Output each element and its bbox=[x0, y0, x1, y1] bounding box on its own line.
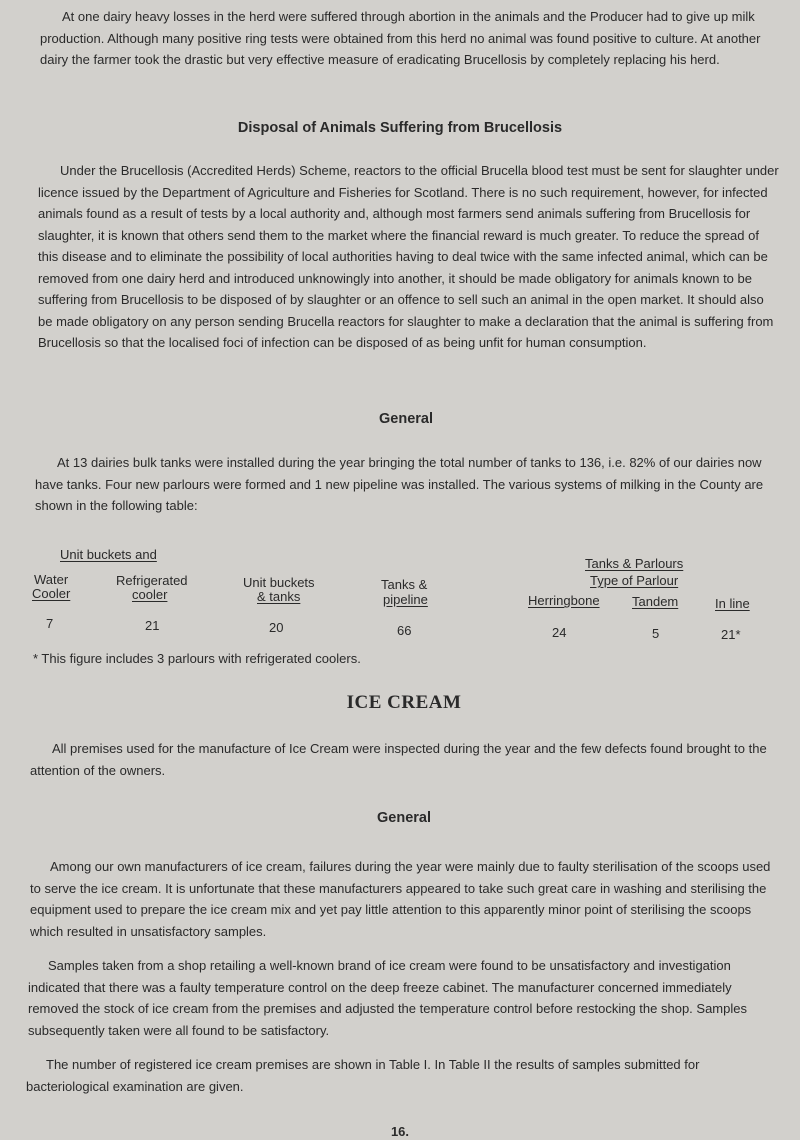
group-header-unit-buckets: Unit buckets and bbox=[60, 547, 157, 562]
general-heading-ice-cream: General bbox=[377, 810, 431, 826]
page-number: 16. bbox=[390, 1124, 410, 1139]
col-header-tandem: Tandem bbox=[632, 594, 679, 609]
general-heading-milking: General bbox=[379, 411, 433, 427]
col-header-unit-buckets: Unit buckets bbox=[243, 575, 315, 590]
col-header-inline: In line bbox=[715, 596, 750, 611]
value-herringbone: 24 bbox=[552, 625, 567, 640]
value-inline: 21* bbox=[721, 627, 741, 642]
col-header-refrigerated-cooler: cooler bbox=[132, 587, 168, 602]
group-header-tanks-parlours: Tanks & Parlours bbox=[585, 556, 684, 571]
disposal-paragraph: Under the Brucellosis (Accredited Herds) Scheme, reactors to the official Brucella blood test must be sent for slaughter under licence issued by the Department of Agriculture and Fisheries for Scotland. There is no such requirement, however, for infected animals found as a result of tests by a local authority and, although most farmers send animals suffering from Brucellosis for slaughter, it is known that others send them to the market where the financial reward is much greater. To reduce the spread of this disease and to eliminate the possibility of local authorities having to deal twice with the same infected animal, which can be removed from one dairy herd and introduced unknowingly into another, it should be made obligatory for animals known to be suffering from Brucellosis to be disposed of by slaughter or an offence to sell such an animal in the open market. It should also be made obligatory on any person sending Brucella reactors for slaughter to make a declaration that the animal is suffering from Brucellosis so that the localised foci of infection can be disposed of as being unfit for human consumption. bbox=[38, 163, 779, 350]
col-header-water: Water bbox=[34, 572, 69, 587]
ice-cream-general-paragraph-3: The number of registered ice cream premises are shown in Table I. In Table II the results of samples submitted for bacteriological examination are given. bbox=[26, 1057, 700, 1094]
col-header-cooler: Cooler bbox=[32, 586, 71, 601]
value-refrigerated-cooler: 21 bbox=[145, 618, 160, 633]
col-header-herringbone: Herringbone bbox=[528, 593, 600, 608]
ice-cream-paragraph: All premises used for the manufacture of Ice Cream were inspected during the year and the few defects found brought to the attention of the owners. bbox=[30, 741, 767, 778]
col-header-unit-tanks: & tanks bbox=[257, 589, 301, 604]
col-header-pipeline: pipeline bbox=[383, 592, 428, 607]
table-footnote: * This figure includes 3 parlours with refrigerated coolers. bbox=[33, 651, 361, 666]
ice-cream-general-paragraph-1: Among our own manufacturers of ice cream, failures during the year were mainly due to faulty sterilisation of the scoops used to serve the ice cream. It is unfortunate that these manufacturers appeared to take such great care in washing and sterilising the equipment used to prepare the ice cream mix and yet pay little attention to this apparently minor point of sterilising the scoops which resulted in unsatisfactory samples. bbox=[30, 859, 771, 939]
intro-paragraph: At one dairy heavy losses in the herd were suffered through abortion in the animals and the Producer had to give up milk production. Although many positive ring tests were obtained from this herd no animal was found positive to culture. At another dairy the farmer took the drastic but very effective measure of eradicating Brucellosis by completely replacing his herd. bbox=[40, 9, 761, 67]
col-header-refrigerated: Refrigerated bbox=[116, 573, 188, 588]
group-header-type-of-parlour: Type of Parlour bbox=[590, 573, 679, 588]
value-tandem: 5 bbox=[652, 626, 660, 641]
value-water-cooler: 7 bbox=[46, 616, 54, 631]
value-unit-buckets-tanks: 20 bbox=[269, 620, 284, 635]
ice-cream-title: ICE CREAM bbox=[346, 692, 462, 713]
ice-cream-general-paragraph-2: Samples taken from a shop retailing a well-known brand of ice cream were found to be unsatisfactory and investigation indicated that there was a faulty temperature control on the deep freeze cabinet. The manufacturer concerned immediately removed the stock of ice cream from the premises and adjusted the temperature control before restocking the shop. Samples subsequently taken were all found to be satisfactory. bbox=[28, 958, 747, 1038]
col-header-tanks: Tanks & bbox=[381, 577, 428, 592]
value-tanks-pipeline: 66 bbox=[397, 623, 412, 638]
general-milking-paragraph: At 13 dairies bulk tanks were installed during the year bringing the total number of tanks to 136, i.e. 82% of our dairies now have tanks. Four new parlours were formed and 1 new pipeline was installed. The various systems of milking in the County are shown in the following table: bbox=[35, 455, 764, 513]
disposal-heading: Disposal of Animals Suffering from Brucellosis bbox=[237, 120, 563, 136]
